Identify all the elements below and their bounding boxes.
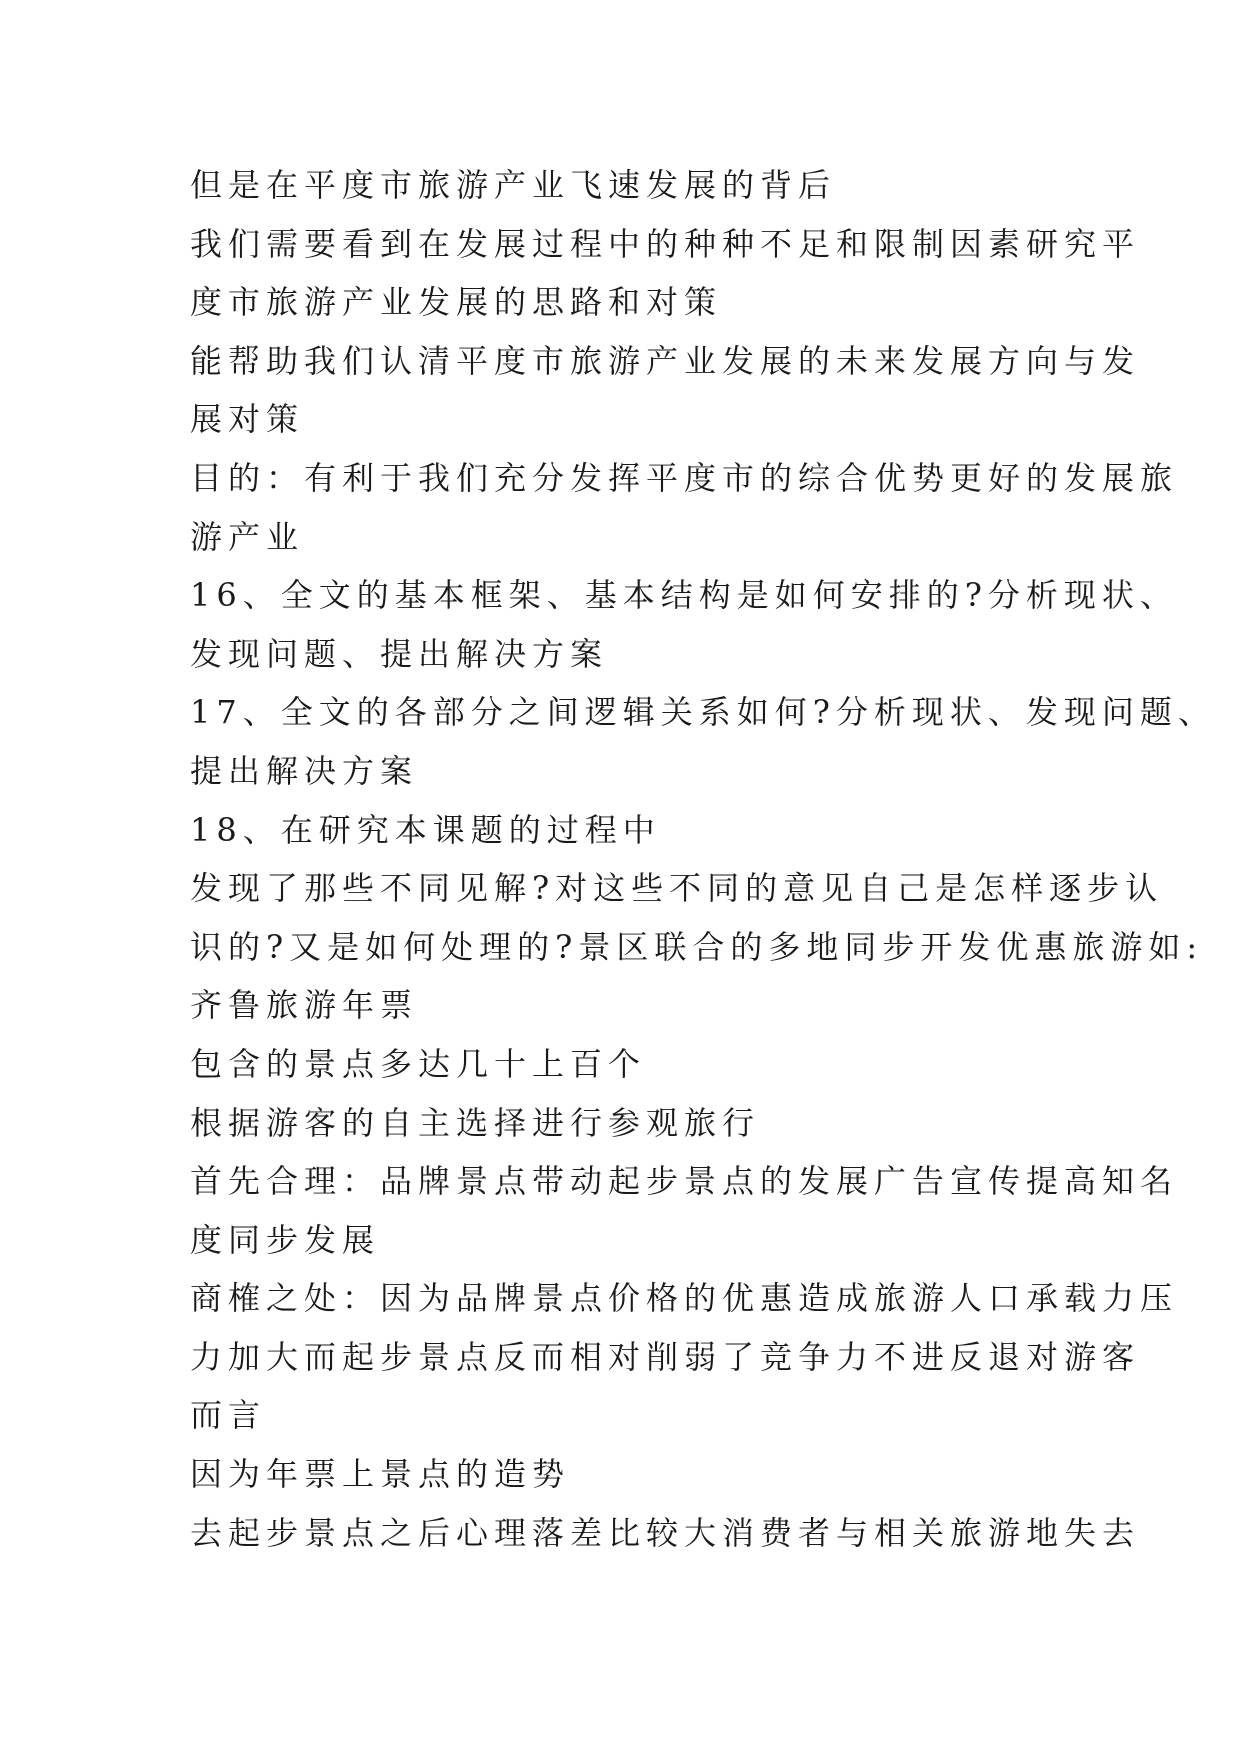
- text-line: 因为年票上景点的造势: [190, 1455, 571, 1494]
- text-line: 商榷之处：因为品牌景点价格的优惠造成旅游人口承载力压: [190, 1279, 1179, 1318]
- text-line: 但是在平度市旅游产业飞速发展的背后: [190, 166, 837, 204]
- text-line: 发现了那些不同见解?对这些不同的意见自己是怎样逐步认: [190, 869, 1164, 908]
- text-line: 能帮助我们认清平度市旅游产业发展的未来发展方向与发: [190, 341, 1141, 380]
- text-line: 去起步景点之后心理落差比较大消费者与相关旅游地失去: [190, 1513, 1141, 1552]
- text-line: 而言: [190, 1396, 267, 1435]
- text-line: 游产业: [190, 517, 305, 556]
- text-line: 我们需要看到在发展过程中的种种不足和限制因素研究平: [190, 224, 1141, 263]
- text-line: 包含的景点多达几十上百个: [190, 1044, 647, 1083]
- text-line: 根据游客的自主选择进行参观旅行: [190, 1103, 761, 1142]
- text-line: 17、全文的各部分之间逻辑关系如何?分析现状、发现问题、: [190, 693, 1216, 732]
- text-line: 力加大而起步景点反而相对削弱了竞争力不进反退对游客: [190, 1337, 1141, 1376]
- text-line: 16、全文的基本框架、基本结构是如何安排的?分析现状、: [190, 576, 1178, 615]
- text-line: 展对策: [190, 400, 305, 439]
- text-line: 目的：有利于我们充分发挥平度市的综合优势更好的发展旅: [190, 458, 1179, 497]
- document-body: [190, 156, 1216, 1562]
- text-line: 度同步发展: [190, 1220, 381, 1259]
- text-line: 18、在研究本课题的过程中: [190, 810, 661, 849]
- text-line: 提出解决方案: [190, 751, 419, 790]
- text-line: 齐鲁旅游年票: [190, 986, 419, 1025]
- text-line: 度市旅游产业发展的思路和对策: [190, 283, 723, 322]
- text-line: 发现问题、提出解决方案: [190, 634, 609, 673]
- text-line: 首先合理：品牌景点带动起步景点的发展广告宣传提高知名: [190, 1162, 1179, 1201]
- text-line: 识的?又是如何处理的?景区联合的多地同步开发优惠旅游如:: [190, 927, 1204, 966]
